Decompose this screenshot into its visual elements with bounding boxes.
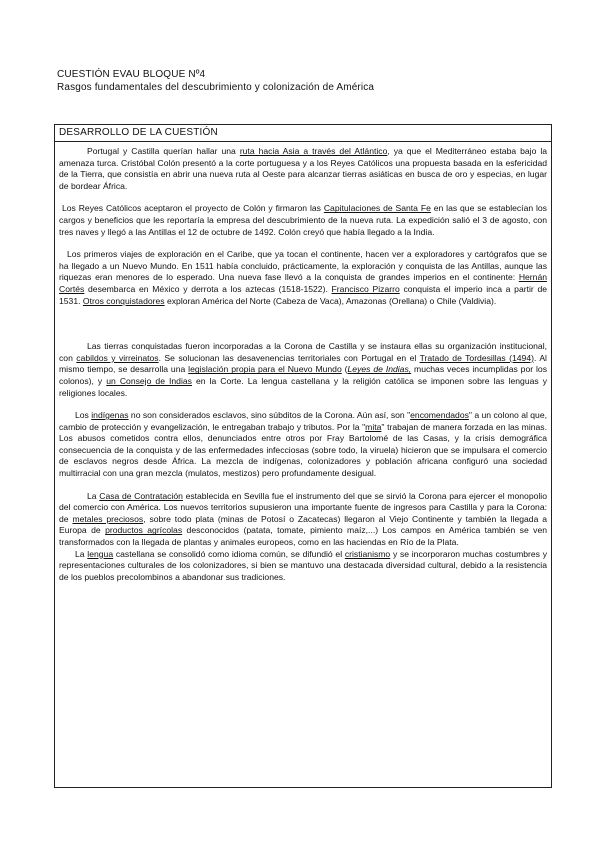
paragraph-indigenous: Los indígenas no son considerados esclavos, sino súbditos de la Corona. Aún así, son "encomendados" a un colono al que, cambio de protección y evangelización, le entregaban trabajo y tributos. Por la "mita" trabajan de manera forzada en las minas. Los abusos cometidos contra ellos, denunciados entre otros por Fray Bartolomé de las Casas, y la crisis demográfica consecuencia de la conquista y de las enfermedades infecciosas (sobre todo, la viruela) hicieron que se impulsara el comercio de esclavos negros desde África. La mezcla de indígenas, colonizadores y población africana configuró una sociedad multirracial con una gran mezcla (mulatos, mestizos) pero profundamente desigual.: [59, 410, 547, 479]
term-productos-agricolas: productos agrícolas: [105, 525, 183, 536]
term-capitulaciones: Capitulaciones de Santa Fe: [323, 203, 431, 214]
paragraph-exploration: Los primeros viajes de exploración en el Caribe, que ya tocan el continente, hacen ver a exploradores y cartógrafos que se ha llegado a un Nuevo Mundo. En 1511 había concluido, prácticamente, la exploración y conquista de las Antillas, aunque las riquezas eran menores de lo esperado. Una nueva fase llevó a la conquista de grandes imperios en el continente: Hernán Cortés desembarca en México y derrota a los aztecas (1518-1522). Francisco Pizarro conquista el imperio inca a partir de 1531. Otros conquistadores exploran América del Norte (Cabeza de Vaca), Amazonas (Orellana) o Chile (Valdivia).: [59, 249, 548, 306]
term-leyes-indias: Leyes de Indias,: [347, 364, 412, 375]
paragraph-capitulaciones: Los Reyes Católicos aceptaron el proyecto de Colón y firmaron las Capitulaciones de Santa Fe en las que se establecían los cargos y beneficios que les reportaría la empresa del descubrimiento de la nueva ruta. La expedición salió el 3 de agosto, con tres naves y llegó a las Antillas el 12 de octubre de 1492. Colón creyó que había llegado a la India.: [59, 203, 547, 237]
term-tordesillas: Tratado de Tordesillas (1494): [419, 352, 534, 363]
term-cabildos: cabildos y virreinatos: [76, 352, 159, 363]
term-otros-conquistadores: Otros conquistadores: [82, 295, 165, 306]
term-consejo-indias: un Consejo de Indias: [106, 375, 192, 386]
term-mita: mita: [365, 421, 382, 432]
term-hernan-cortes: Hernán Cortés: [59, 272, 547, 294]
answer-box: [54, 124, 552, 788]
term-lengua: lengua: [87, 548, 114, 559]
term-cristianismo: cristianismo: [344, 548, 391, 559]
term-indigenas: indígenas: [91, 410, 129, 421]
section-content: [55, 142, 551, 583]
term-casa-contratacion: Casa de Contratación: [99, 490, 183, 501]
term-ruta-asia: ruta hacia Asia a través del Atlántico: [239, 146, 388, 156]
section-title: DESARROLLO DE LA CUESTIÓN: [55, 125, 551, 142]
term-francisco-pizarro: Francisco Pizarro: [331, 283, 400, 294]
paragraph-route: Portugal y Castilla querían hallar una ruta hacia Asia a través del Atlántico, ya que el Mediterráneo estaba bajo la amenaza turca. Cristóbal Colón presentó a la corte portuguesa y a los Reyes Católicos una propuesta basada en la esfericidad de la Tierra, que consistía en abrir una nueva ruta al Oeste para alcanzar tierras asiáticas en busca de oro y especias, en lugar de bordear África.: [59, 146, 548, 191]
paragraph-culture: La lengua castellana se consolidó como idioma común, se difundió el cristianismo y se incorporaron muchas costumbres y representaciones culturales de los colonizadores, si bien se mantuvo una destacada diversidad cultural, debido a la resistencia de los pueblos precolombinos a abandonar sus tradiciones.: [59, 548, 547, 582]
document-title: CUESTIÓN EVAU BLOQUE Nº4: [57, 69, 206, 80]
term-legislacion: legislación propia para el Nuevo Mundo: [188, 364, 342, 375]
term-metales-preciosos: metales preciosos: [72, 513, 144, 524]
document-header: [57, 68, 557, 94]
paragraph-organization: Las tierras conquistadas fueron incorporadas a la Corona de Castilla y se instaura ellas su organización institucional, con cabildos y virreinatos. Se solucionan las desavenencias territoriales con Portugal en el Tratado de Tordesillas (1494). Al mismo tiempo, se desarrolla una legislación propia para el Nuevo Mundo (Leyes de Indias, muchas veces incumplidas por los colonos), y un Consejo de Indias en la Corte. La lengua castellana y la religión católica se imponen sobre las lenguas y religiones locales.: [59, 341, 548, 398]
paragraph-trade: La Casa de Contratación establecida en Sevilla fue el instrumento del que se sirvió la Corona para ejercer el monopolio del comercio con América. Los nuevos territorios supusieron una importante fuente de ingresos para Castilla y para la Corona: de metales preciosos, sobre todo plata (minas de Potosí o Zacatecas) llegaron al Viejo Continente y también la llegada a Europa de productos agrícolas desconocidos (patata, tomate, pimiento maíz,...) Los campos en América también se ven transformados con la llegada de plantas y animales europeos, como en las haciendas en Río de la Plata.: [59, 490, 548, 548]
document-subtitle: Rasgos fundamentales del descubrimiento y colonización de América: [57, 82, 375, 93]
term-encomendados: encomendados: [410, 410, 469, 421]
